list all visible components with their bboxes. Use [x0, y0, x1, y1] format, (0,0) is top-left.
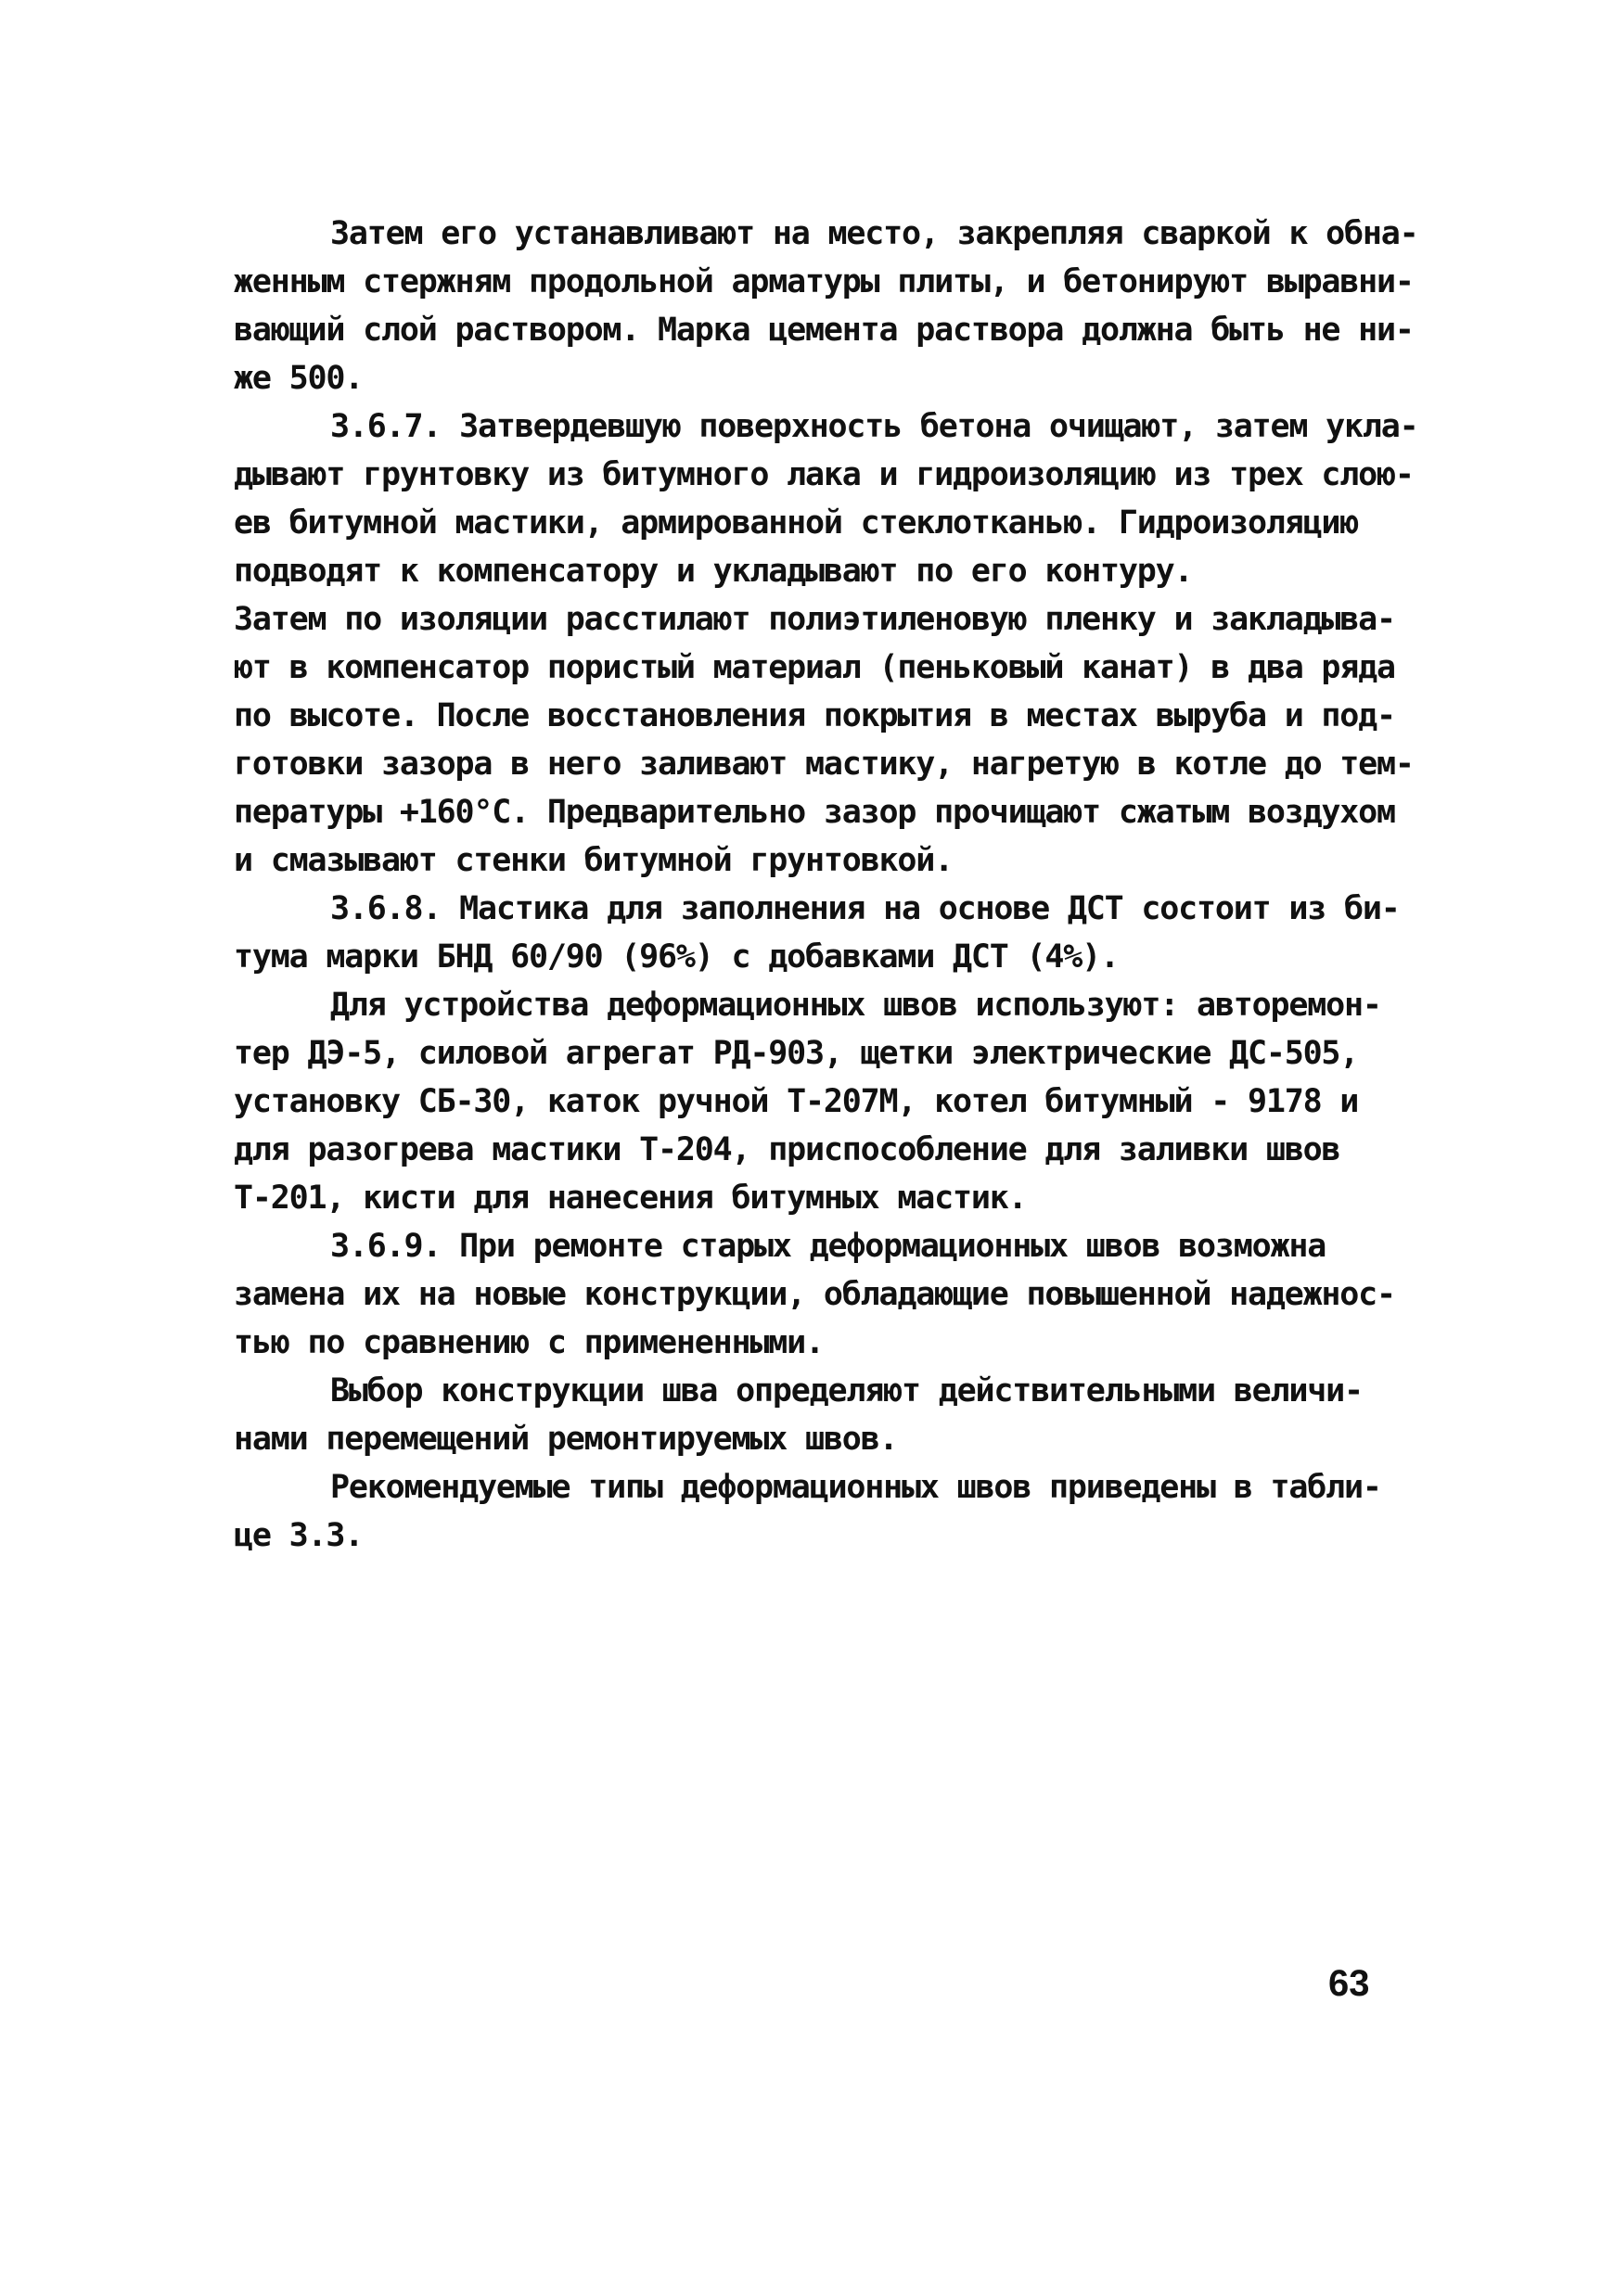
body-text — [234, 210, 1421, 1560]
text-line: ев битумной мастики, армированной стеклотканью. Гидроизоляцию — [234, 504, 1359, 542]
text-line: замена их на новые конструкции, обладающие повышенной надежнос- — [234, 1276, 1395, 1313]
text-line: женным стержням продольной арматуры плиты, и бетонируют выравни- — [234, 263, 1414, 300]
text-line: дывают грунтовку из битумного лака и гидроизоляцию из трех слою- — [234, 456, 1414, 493]
text-line: Для устройства деформационных швов используют: авторемон- — [330, 987, 1381, 1024]
text-line: готовки зазора в него заливают мастику, нагретую в котле до тем- — [234, 746, 1414, 783]
text-line: же 500. — [234, 360, 364, 397]
text-line: 3.6.7. Затвердевшую поверхность бетона очищают, затем укла- — [330, 408, 1418, 445]
text-line: установку СБ-30, каток ручной Т-207М, котел битумный - 9178 и — [234, 1083, 1359, 1120]
text-line: Выбор конструкции шва определяют действительными величи- — [330, 1372, 1363, 1409]
text-line: для разогрева мастики Т-204, приспособление для заливки швов — [234, 1131, 1340, 1168]
text-line: тума марки БНД 60/90 (96%) с добавками ДСТ (4%). — [234, 938, 1119, 976]
text-line: тер ДЭ-5, силовой агрегат РД-903, щетки электрические ДС-505, — [234, 1035, 1359, 1072]
text-line: и смазывают стенки битумной грунтовкой. — [234, 842, 953, 879]
text-line: Затем по изоляции расстилают полиэтиленовую пленку и закладыва- — [234, 601, 1395, 638]
text-line: пературы +160°С. Предварительно зазор прочищают сжатым воздухом — [234, 794, 1395, 831]
text-line: тью по сравнению с примененными. — [234, 1324, 824, 1361]
text-line: подводят к компенсатору и укладывают по его контуру. — [234, 553, 1193, 590]
text-line: нами перемещений ремонтируемых швов. — [234, 1421, 898, 1458]
text-line: це 3.3. — [234, 1517, 364, 1554]
text-line: 3.6.8. Мастика для заполнения на основе ДСТ состоит из би- — [330, 890, 1400, 927]
text-line: ют в компенсатор пористый материал (пеньковый канат) в два ряда — [234, 649, 1395, 686]
text-line: вающий слой раствором. Марка цемента раствора должна быть не ни- — [234, 312, 1414, 349]
text-line: Затем его устанавливают на место, закрепляя сваркой к обна- — [330, 215, 1418, 252]
text-line: 3.6.9. При ремонте старых деформационных швов возможна — [330, 1228, 1326, 1265]
text-line: Рекомендуемые типы деформационных швов приведены в табли- — [330, 1469, 1381, 1506]
text-line: Т-201, кисти для нанесения битумных мастик. — [234, 1180, 1027, 1217]
page-number: 63 — [1328, 1963, 1370, 2004]
text-line: по высоте. После восстановления покрытия в местах выруба и под- — [234, 697, 1395, 734]
